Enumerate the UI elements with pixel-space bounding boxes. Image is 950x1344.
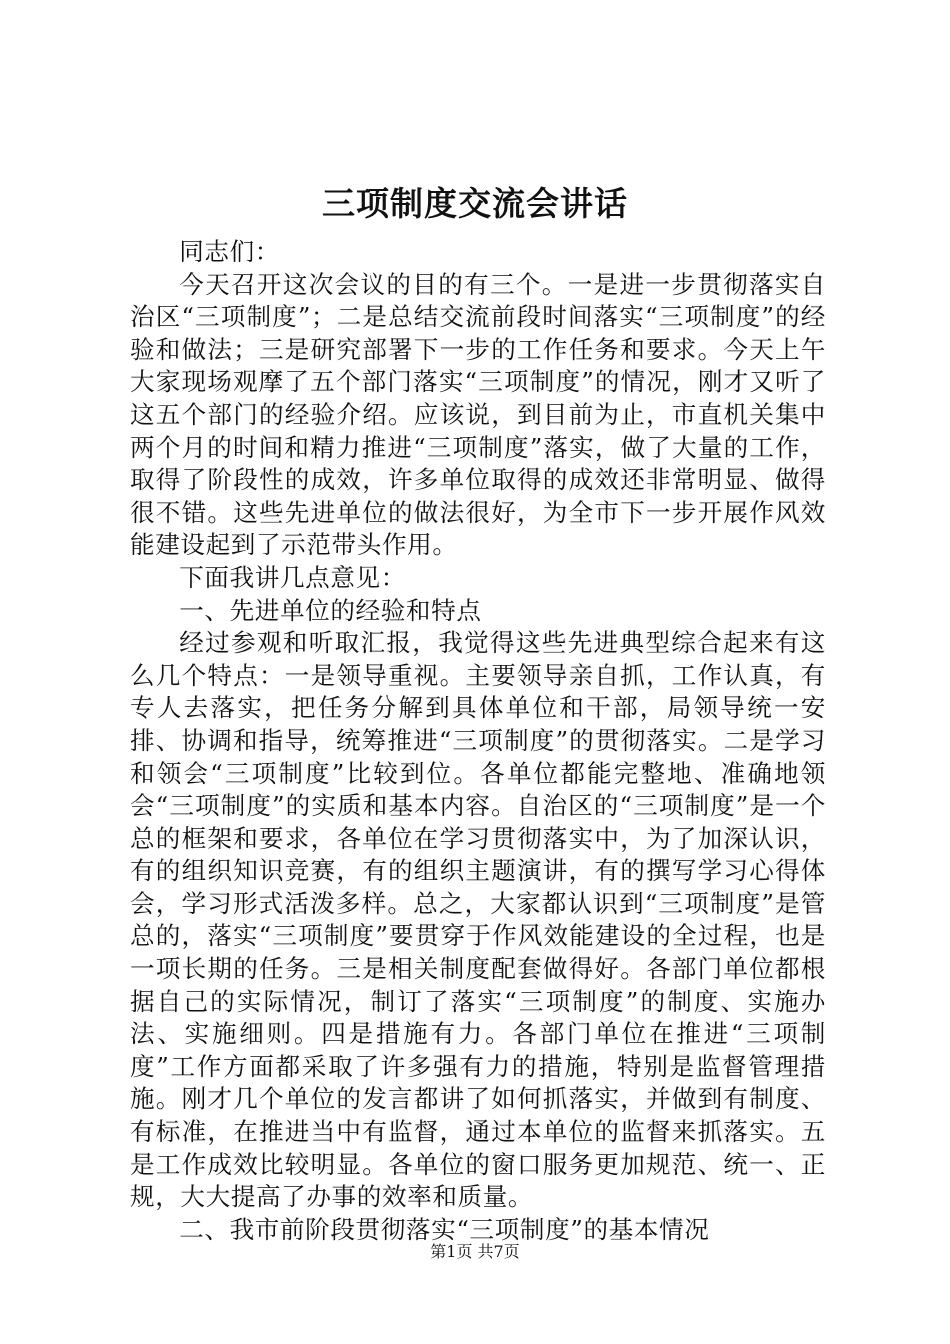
paragraph-intro: 今天召开这次会议的目的有三个。一是进一步贯彻落实自治区“三项制度”；二是总结交流前段时间落实“三项制度”的经验和做法；三是研究部署下一步的工作任务和要求。今天上午大家现场观摩了五个部门落实“三项制度”的情况，刚才又听了这五个部门的经验介绍。应该说，到目前为止，市直机关集中两个月的时间和精力推进“三项制度”落实，做了大量的工作，取得了阶段性的成效，许多单位取得的成效还非常明显、做得很不错。这些先进单位的做法很好，为全市下一步开展作风效能建设起到了示范带头作用。: [130, 269, 826, 560]
paragraph-section-1: 经过参观和听取汇报，我觉得这些先进典型综合起来有这么几个特点：一是领导重视。主要领导亲自抓，工作认真，有专人去落实，把任务分解到具体单位和干部，局领导统一安排、协调和指导，统筹推进“三项制度”的贯彻落实。二是学习和领会“三项制度”比较到位。各单位都能完整地、准确地领会“三项制度”的实质和基本内容。自治区的“三项制度”是一个总的框架和要求，各单位在学习贯彻落实中，为了加深认识，有的组织知识竞赛，有的组织主题演讲，有的撰写学习心得体会，学习形式活泼多样。总之，大家都认识到“三项制度”是管总的，落实“三项制度”要贯穿于作风效能建设的全过程，也是一项长期的任务。三是相关制度配套做得好。各部门单位都根据自己的实际情况，制订了落实“三项制度”的制度、实施办法、实施细则。四是措施有力。各部门单位在推进“三项制度”工作方面都采取了许多强有力的措施，特别是监督管理措施。刚才几个单位的发言都讲了如何抓落实，并做到有制度、有标准，在推进当中有监督，通过本单位的监督来抓落实。五是工作成效比较明显。各单位的窗口服务更加规范、统一、正规，大大提高了办事的效率和质量。: [130, 628, 826, 1212]
paragraph-salutation: 同志们：: [179, 237, 280, 266]
section-heading-2: 二、我市前阶段贯彻落实“三项制度”的基本情况: [179, 1214, 710, 1244]
page-footer: 第1页 共7页: [430, 1242, 520, 1261]
section-heading-1: 一、先进单位的经验和特点: [179, 595, 482, 625]
document-title: 三项制度交流会讲话: [322, 184, 628, 223]
paragraph-opinion-lead: 下面我讲几点意见：: [179, 562, 406, 592]
document-body: [130, 236, 826, 1246]
